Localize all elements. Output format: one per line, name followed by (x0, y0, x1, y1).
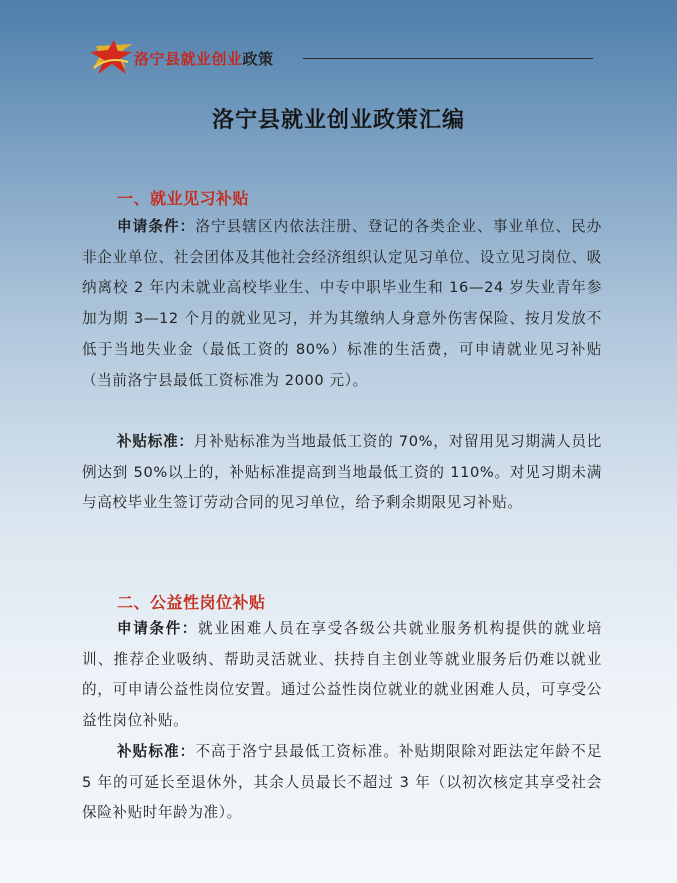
brand-text-dark: 政策 (242, 50, 274, 68)
paragraph-welfare-conditions (82, 614, 602, 737)
paragraph-label: 申请条件： (117, 620, 198, 637)
page-header (88, 40, 588, 80)
paragraph-label: 补贴标准： (117, 433, 194, 450)
paragraph-internship-conditions (82, 212, 602, 396)
paragraph-label: 申请条件： (117, 218, 196, 235)
paragraph-text: 不高于洛宁县最低工资标准。补贴期限除对距法定年龄不足 5 年的可延长至退休外，其余人员最长不超过 3 年（以初次核定其享受社会保险补贴时年龄为准）。 (82, 743, 602, 822)
star-flag-logo-icon (88, 40, 134, 78)
page-title: 洛宁县就业创业政策汇编 (211, 107, 465, 133)
paragraph-label: 补贴标准： (117, 743, 196, 760)
paragraph-welfare-standard (82, 737, 602, 829)
header-divider (303, 58, 593, 59)
paragraph-internship-standard (82, 427, 602, 519)
paragraph-text: 洛宁县辖区内依法注册、登记的各类企业、事业单位、民办非企业单位、社会团体及其他社会经济组织认定见习单位、设立见习岗位、吸纳离校 2 年内未就业高校毕业生、中专中职毕业生和 16—24 岁失业青年参加为期 3—12 个月的就业见习，并为其缴纳人身意外伤害保险、按月发放不低于当地失业金（最低工资的 80%）标准的生活费，可申请就业见习补贴（当前洛宁县最低工资标准为 2000 元）。 (82, 218, 602, 389)
brand-text-red: 洛宁县就业创业 (134, 50, 243, 68)
paragraph-text: 月补贴标准为当地最低工资的 70%，对留用见习期满人员比例达到 50%以上的，补贴标准提高到当地最低工资的 110%。对见习期未满与高校毕业生签订劳动合同的见习单位，给予剩余期限见习补贴。 (82, 433, 602, 512)
section-title-internship-subsidy: 一、就业见习补贴 (117, 189, 250, 208)
section-title-public-welfare-subsidy: 二、公益性岗位补贴 (117, 593, 266, 612)
paragraph-text: 就业困难人员在享受各级公共就业服务机构提供的就业培训、推荐企业吸纳、帮助灵活就业、扶持自主创业等就业服务后仍难以就业的，可申请公益性岗位安置。通过公益性岗位就业的就业困难人员，可享受公益性岗位补贴。 (82, 620, 602, 730)
brand-text (134, 48, 274, 69)
